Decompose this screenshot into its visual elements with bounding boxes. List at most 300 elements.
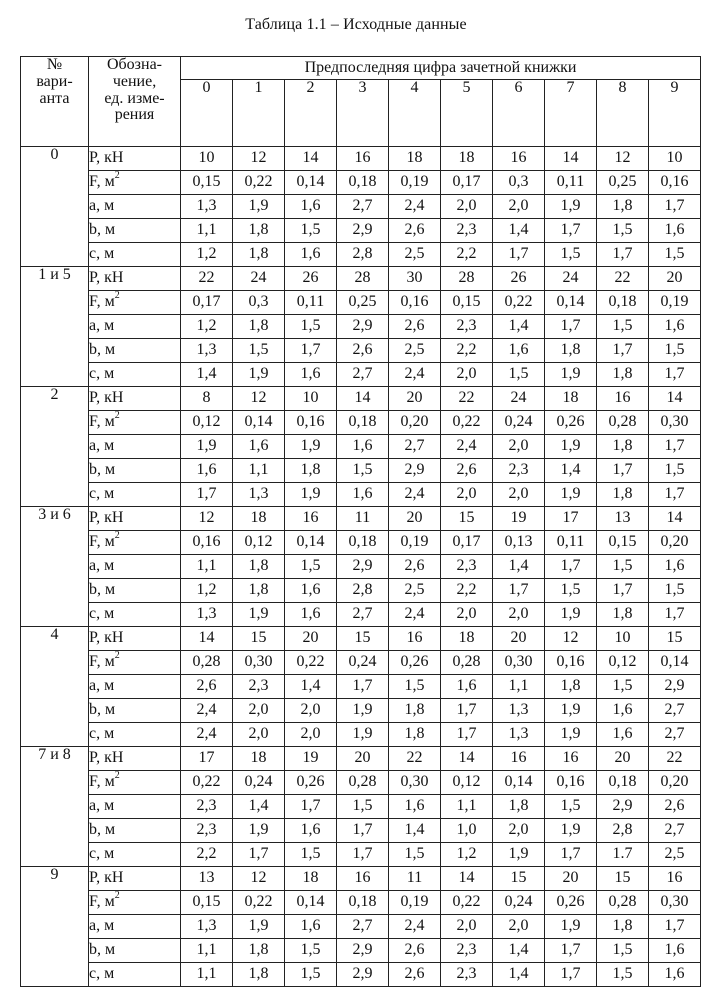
designation-label: F, м: [89, 533, 115, 551]
value-cell: 1,5: [389, 675, 441, 699]
value-cell: 0,3: [493, 171, 545, 195]
unit-exponent: 2: [114, 530, 120, 542]
value-cell: 2,3: [233, 675, 285, 699]
designation-cell: [89, 747, 181, 771]
designation-cell: [89, 675, 181, 699]
value-cell: 1,7: [597, 243, 649, 267]
value-cell: 1,1: [233, 459, 285, 483]
value-cell: 14: [181, 627, 233, 651]
value-cell: 11: [337, 507, 389, 531]
value-cell: 1,7: [649, 435, 701, 459]
unit-exponent: 2: [114, 410, 120, 422]
designation-label: b, м: [89, 221, 116, 239]
value-cell: 16: [597, 387, 649, 411]
designation-cell: [89, 531, 181, 555]
value-cell: 0,20: [649, 771, 701, 795]
value-cell: 1,8: [597, 363, 649, 387]
value-cell: 1,7: [441, 723, 493, 747]
value-cell: 2,0: [233, 723, 285, 747]
designation-label: F, м: [89, 173, 115, 191]
value-cell: 2,7: [649, 699, 701, 723]
value-cell: 2,9: [337, 963, 389, 987]
value-cell: 0,22: [181, 771, 233, 795]
value-cell: 18: [389, 147, 441, 171]
value-cell: 1,1: [441, 795, 493, 819]
variant-cell: 2: [21, 387, 89, 507]
value-cell: 0,12: [181, 411, 233, 435]
table-row: [21, 723, 701, 747]
value-cell: 1,6: [285, 915, 337, 939]
value-cell: 1,9: [545, 483, 597, 507]
value-cell: 18: [233, 747, 285, 771]
value-cell: 0,13: [493, 531, 545, 555]
value-cell: 1,5: [597, 675, 649, 699]
digit-header: 1: [233, 80, 285, 147]
value-cell: 1,6: [233, 435, 285, 459]
value-cell: 1,9: [545, 435, 597, 459]
value-cell: 1,1: [181, 939, 233, 963]
value-cell: 14: [441, 747, 493, 771]
value-cell: 1,2: [441, 843, 493, 867]
value-cell: 15: [337, 627, 389, 651]
value-cell: 0,14: [233, 411, 285, 435]
value-cell: 22: [389, 747, 441, 771]
value-cell: 2,6: [389, 315, 441, 339]
value-cell: 2,4: [181, 723, 233, 747]
value-cell: 1,8: [389, 723, 441, 747]
designation-cell: [89, 795, 181, 819]
value-cell: 1,5: [337, 795, 389, 819]
value-cell: 0,16: [545, 771, 597, 795]
value-cell: 1,9: [233, 363, 285, 387]
value-cell: 2,4: [441, 435, 493, 459]
variant-cell: 3 и 6: [21, 507, 89, 627]
designation-header-line: чение,: [112, 72, 157, 90]
value-cell: 1,5: [545, 579, 597, 603]
value-cell: 14: [649, 387, 701, 411]
value-cell: 1,7: [285, 339, 337, 363]
value-cell: 1,9: [337, 699, 389, 723]
value-cell: 14: [649, 507, 701, 531]
value-cell: 1,1: [181, 555, 233, 579]
value-cell: 1,6: [337, 435, 389, 459]
value-cell: 1,8: [545, 339, 597, 363]
value-cell: 26: [285, 267, 337, 291]
value-cell: 0,28: [441, 651, 493, 675]
value-cell: 2,9: [337, 315, 389, 339]
value-cell: 0,14: [285, 891, 337, 915]
variant-cell: 1 и 5: [21, 267, 89, 387]
variant-cell: 7 и 8: [21, 747, 89, 867]
designation-label: P, кН: [89, 749, 124, 767]
value-cell: 1,9: [337, 723, 389, 747]
value-cell: 2,2: [441, 243, 493, 267]
value-cell: 19: [285, 747, 337, 771]
value-cell: 1,9: [545, 603, 597, 627]
value-cell: 1,6: [181, 459, 233, 483]
value-cell: 2,6: [441, 459, 493, 483]
value-cell: 0,24: [493, 891, 545, 915]
value-cell: 2,4: [389, 603, 441, 627]
value-cell: 16: [545, 747, 597, 771]
value-cell: 14: [441, 867, 493, 891]
value-cell: 18: [441, 147, 493, 171]
designation-cell: [89, 243, 181, 267]
designation-cell: [89, 291, 181, 315]
digit-span-header: Предпоследняя цифра зачетной книжки: [181, 57, 701, 80]
value-cell: 2,4: [389, 915, 441, 939]
value-cell: 0,26: [545, 411, 597, 435]
value-cell: 1,9: [545, 363, 597, 387]
designation-label: P, кН: [89, 269, 124, 287]
value-cell: 1,9: [233, 915, 285, 939]
table-row: [21, 579, 701, 603]
value-cell: 0,11: [545, 531, 597, 555]
value-cell: 1,7: [285, 795, 337, 819]
table-row: [21, 147, 701, 171]
value-cell: 2,9: [337, 219, 389, 243]
value-cell: 1,6: [285, 243, 337, 267]
value-cell: 1,5: [285, 843, 337, 867]
value-cell: 2,6: [181, 675, 233, 699]
value-cell: 1,9: [545, 915, 597, 939]
designation-cell: [89, 339, 181, 363]
value-cell: 1,4: [493, 219, 545, 243]
value-cell: 0,3: [233, 291, 285, 315]
table-row: [21, 171, 701, 195]
value-cell: 2,9: [337, 939, 389, 963]
value-cell: 0,25: [337, 291, 389, 315]
value-cell: 0,18: [337, 891, 389, 915]
designation-cell: [89, 939, 181, 963]
unit-exponent: 2: [114, 890, 120, 902]
value-cell: 2,4: [181, 699, 233, 723]
value-cell: 20: [285, 627, 337, 651]
value-cell: 12: [545, 627, 597, 651]
value-cell: 1,6: [285, 195, 337, 219]
value-cell: 1,8: [233, 579, 285, 603]
value-cell: 0,22: [233, 171, 285, 195]
value-cell: 0,19: [389, 531, 441, 555]
value-cell: 1,4: [493, 315, 545, 339]
value-cell: 0,25: [597, 171, 649, 195]
value-cell: 1,5: [649, 579, 701, 603]
value-cell: 18: [285, 867, 337, 891]
value-cell: 1,7: [493, 579, 545, 603]
designation-header-line: ед. изме-: [104, 89, 165, 107]
value-cell: 1,3: [181, 195, 233, 219]
designation-cell: [89, 435, 181, 459]
value-cell: 1,9: [181, 435, 233, 459]
designation-cell: [89, 171, 181, 195]
designation-cell: [89, 363, 181, 387]
value-cell: 24: [545, 267, 597, 291]
value-cell: 24: [233, 267, 285, 291]
value-cell: 1,7: [649, 483, 701, 507]
value-cell: 1,6: [389, 795, 441, 819]
value-cell: 0,12: [233, 531, 285, 555]
value-cell: 0,19: [649, 291, 701, 315]
designation-cell: [89, 219, 181, 243]
value-cell: 1,2: [181, 243, 233, 267]
value-cell: 1,5: [285, 219, 337, 243]
value-cell: 19: [493, 507, 545, 531]
value-cell: 1,5: [233, 339, 285, 363]
designation-label: b, м: [89, 461, 116, 479]
value-cell: 2,6: [389, 963, 441, 987]
designation-label: F, м: [89, 413, 115, 431]
value-cell: 1,7: [545, 555, 597, 579]
value-cell: 22: [649, 747, 701, 771]
value-cell: 0,17: [441, 531, 493, 555]
designation-label: c, м: [89, 485, 115, 503]
value-cell: 2,7: [337, 603, 389, 627]
table-row: [21, 843, 701, 867]
variant-cell: 0: [21, 147, 89, 267]
value-cell: 20: [389, 387, 441, 411]
value-cell: 1,7: [545, 963, 597, 987]
value-cell: 2,0: [493, 915, 545, 939]
value-cell: 2,2: [181, 843, 233, 867]
value-cell: 1,5: [285, 315, 337, 339]
value-cell: 1,9: [545, 195, 597, 219]
value-cell: 1,5: [285, 963, 337, 987]
value-cell: 0,22: [441, 891, 493, 915]
value-cell: 20: [597, 747, 649, 771]
value-cell: 0,17: [181, 291, 233, 315]
value-cell: 0,24: [493, 411, 545, 435]
designation-cell: [89, 315, 181, 339]
value-cell: 0,26: [389, 651, 441, 675]
value-cell: 15: [597, 867, 649, 891]
designation-cell: [89, 459, 181, 483]
value-cell: 1,5: [285, 939, 337, 963]
value-cell: 2,9: [389, 459, 441, 483]
designation-label: P, кН: [89, 149, 124, 167]
value-cell: 1,6: [649, 315, 701, 339]
table-row: [21, 819, 701, 843]
designation-cell: [89, 483, 181, 507]
value-cell: 0,16: [545, 651, 597, 675]
table-body: [21, 147, 701, 987]
designation-label: a, м: [89, 317, 115, 335]
value-cell: 2,4: [389, 483, 441, 507]
table-row: [21, 219, 701, 243]
designation-label: c, м: [89, 365, 115, 383]
digit-header: 8: [597, 80, 649, 147]
unit-exponent: 2: [114, 650, 120, 662]
value-cell: 1,5: [597, 555, 649, 579]
value-cell: 20: [389, 507, 441, 531]
value-cell: 1,4: [285, 675, 337, 699]
table-row: [21, 195, 701, 219]
value-cell: 1,8: [597, 195, 649, 219]
designation-label: b, м: [89, 701, 116, 719]
value-cell: 15: [649, 627, 701, 651]
table-row: [21, 747, 701, 771]
value-cell: 1,7: [233, 843, 285, 867]
designation-label: b, м: [89, 821, 116, 839]
value-cell: 1,7: [545, 843, 597, 867]
value-cell: 0,22: [493, 291, 545, 315]
value-cell: 1,8: [233, 555, 285, 579]
value-cell: 2,7: [649, 723, 701, 747]
digit-header: 9: [649, 80, 701, 147]
value-cell: 2,4: [389, 363, 441, 387]
digit-header: 4: [389, 80, 441, 147]
value-cell: 0,14: [545, 291, 597, 315]
table-row: [21, 795, 701, 819]
value-cell: 2,7: [649, 819, 701, 843]
value-cell: 1,9: [233, 603, 285, 627]
value-cell: 2,0: [493, 195, 545, 219]
value-cell: 17: [545, 507, 597, 531]
value-cell: 0,18: [337, 171, 389, 195]
value-cell: 1,9: [493, 843, 545, 867]
value-cell: 0,22: [233, 891, 285, 915]
value-cell: 0,19: [389, 891, 441, 915]
value-cell: 14: [337, 387, 389, 411]
designation-label: c, м: [89, 725, 115, 743]
value-cell: 2,6: [337, 339, 389, 363]
value-cell: 2,0: [441, 915, 493, 939]
value-cell: 17: [181, 747, 233, 771]
value-cell: 0,15: [181, 891, 233, 915]
value-cell: 1,3: [181, 603, 233, 627]
value-cell: 1,1: [493, 675, 545, 699]
value-cell: 1,8: [597, 435, 649, 459]
value-cell: 0,28: [181, 651, 233, 675]
designation-label: c, м: [89, 605, 115, 623]
value-cell: 1,7: [545, 219, 597, 243]
value-cell: 0,26: [285, 771, 337, 795]
value-cell: 0,15: [181, 171, 233, 195]
value-cell: 1,4: [389, 819, 441, 843]
designation-label: a, м: [89, 197, 115, 215]
value-cell: 1,7: [493, 243, 545, 267]
value-cell: 2,0: [441, 483, 493, 507]
digit-header: 6: [493, 80, 545, 147]
value-cell: 1,9: [285, 483, 337, 507]
value-cell: 1,4: [545, 459, 597, 483]
value-cell: 2,2: [441, 339, 493, 363]
value-cell: 20: [493, 627, 545, 651]
value-cell: 0,30: [493, 651, 545, 675]
value-cell: 12: [233, 147, 285, 171]
value-cell: 1,9: [233, 819, 285, 843]
value-cell: 2,2: [441, 579, 493, 603]
value-cell: 0,16: [389, 291, 441, 315]
value-cell: 8: [181, 387, 233, 411]
value-cell: 20: [649, 267, 701, 291]
value-cell: 1,7: [545, 939, 597, 963]
value-cell: 2,0: [493, 819, 545, 843]
value-cell: 2,0: [233, 699, 285, 723]
value-cell: 1,7: [649, 603, 701, 627]
value-cell: 0,18: [337, 411, 389, 435]
designation-cell: [89, 195, 181, 219]
value-cell: 2,5: [649, 843, 701, 867]
value-cell: 1,9: [233, 195, 285, 219]
table-row: [21, 411, 701, 435]
value-cell: 0,15: [597, 531, 649, 555]
value-cell: 28: [337, 267, 389, 291]
value-cell: 0,16: [285, 411, 337, 435]
digit-header: 0: [181, 80, 233, 147]
value-cell: 1,6: [649, 939, 701, 963]
value-cell: 0,14: [649, 651, 701, 675]
variant-cell: 4: [21, 627, 89, 747]
value-cell: 2,0: [493, 603, 545, 627]
value-cell: 2,8: [337, 579, 389, 603]
value-cell: 1,4: [493, 963, 545, 987]
value-cell: 0,12: [597, 651, 649, 675]
value-cell: 1,3: [493, 723, 545, 747]
value-cell: 2,9: [649, 675, 701, 699]
value-cell: 18: [545, 387, 597, 411]
value-cell: 1,6: [649, 219, 701, 243]
value-cell: 1,3: [181, 339, 233, 363]
value-cell: 1,7: [597, 459, 649, 483]
table-row: [21, 507, 701, 531]
value-cell: 16: [493, 747, 545, 771]
digit-header: 2: [285, 80, 337, 147]
designation-label: a, м: [89, 437, 115, 455]
value-cell: 1,8: [233, 315, 285, 339]
designation-cell: [89, 147, 181, 171]
value-cell: 0,30: [649, 411, 701, 435]
value-cell: 0,24: [337, 651, 389, 675]
value-cell: 0,18: [597, 771, 649, 795]
value-cell: 10: [285, 387, 337, 411]
initial-data-table: [20, 56, 701, 987]
table-row: [21, 243, 701, 267]
value-cell: 0,16: [649, 171, 701, 195]
value-cell: 14: [285, 147, 337, 171]
value-cell: 2,7: [337, 915, 389, 939]
value-cell: 12: [233, 387, 285, 411]
value-cell: 0,22: [285, 651, 337, 675]
value-cell: 1,6: [597, 699, 649, 723]
designation-label: b, м: [89, 941, 116, 959]
value-cell: 26: [493, 267, 545, 291]
designation-header-line: Обозна-: [106, 56, 162, 73]
value-cell: 1,8: [285, 459, 337, 483]
value-cell: 0,28: [597, 411, 649, 435]
variant-column-header: [21, 57, 89, 147]
value-cell: 0,11: [545, 171, 597, 195]
value-cell: 22: [597, 267, 649, 291]
table-row: [21, 939, 701, 963]
value-cell: 2,9: [597, 795, 649, 819]
value-cell: 1,5: [285, 555, 337, 579]
variant-cell: 9: [21, 867, 89, 987]
designation-cell: [89, 723, 181, 747]
value-cell: 0,28: [337, 771, 389, 795]
value-cell: 1,4: [493, 939, 545, 963]
value-cell: 1,7: [597, 339, 649, 363]
value-cell: 18: [441, 627, 493, 651]
designation-cell: [89, 411, 181, 435]
value-cell: 11: [389, 867, 441, 891]
designation-label: c, м: [89, 245, 115, 263]
designation-label: b, м: [89, 341, 116, 359]
value-cell: 2,7: [389, 435, 441, 459]
value-cell: 1,3: [493, 699, 545, 723]
value-cell: 1,9: [285, 435, 337, 459]
value-cell: 1,4: [233, 795, 285, 819]
designation-cell: [89, 819, 181, 843]
